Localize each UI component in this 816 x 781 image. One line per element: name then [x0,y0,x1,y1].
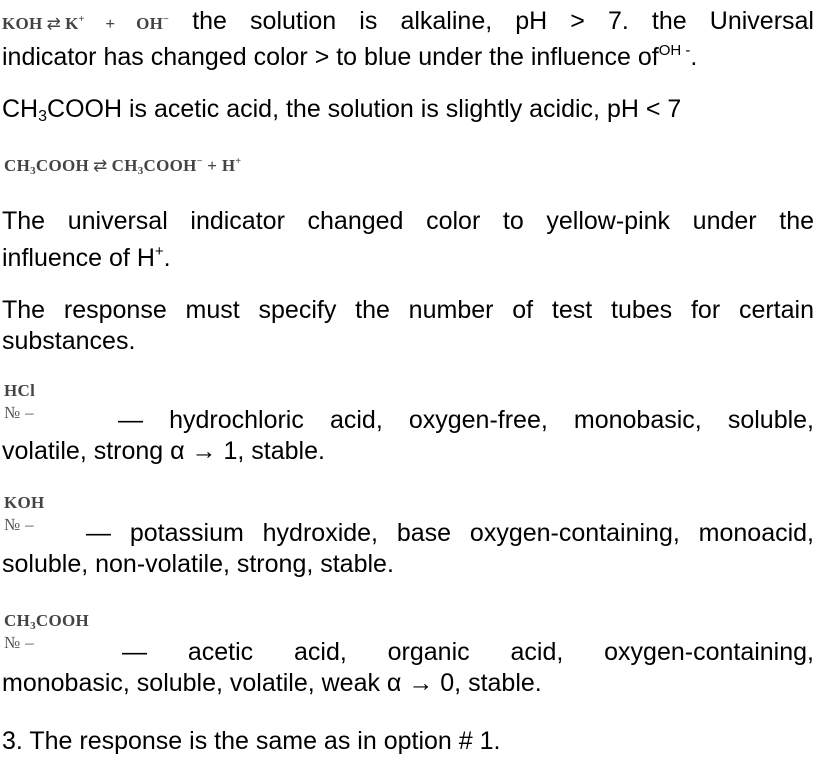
acetic-dissociation-formula: $CH_3COOH$ ⇄ $CH_3COOH^- + H^+$ [4,156,242,177]
para4-line1: The response must specify the number of test tubes for certain [2,296,814,324]
koh-description-line2: soluble, non-volatile, strong, stable. [2,550,394,578]
para1-line1: KOH ⇄ K+ + OH− the solution is alkaline, pH > 7. the Universal [2,7,814,35]
koh-description-line1: — potassium hydroxide, base oxygen-containing, monoacid, [86,519,814,547]
hcl-description-line2: volatile, strong α → 1, stable. [2,437,325,465]
para5: 3. The response is the same as in option # 1. [2,727,501,755]
acetic-description-line1: — acetic acid, organic acid, oxygen-containing, [122,638,814,666]
koh-formula: KOH [4,493,45,512]
para3-line1: The universal indicator changed color to yellow-pink under the [2,207,814,235]
para4-line2: substances. [2,327,136,355]
acetic-description-line2: monobasic, soluble, volatile, weak α → 0, stable. [2,669,542,697]
hcl-description-line1: — hydrochloric acid, oxygen-free, monobasic, soluble, [118,406,814,434]
hcl-formula: HCl [4,381,36,400]
para2: $CH_3COOH$ is acetic acid, the solution is slightly acidic, pH < 7 [2,95,682,125]
acetic-number-label: № – [4,633,34,652]
para3-line2: influence of H+. [2,243,171,272]
hcl-number-label: № – [4,403,34,422]
acetic-formula: $CH_3COOH$ [4,611,90,632]
koh-dissociation-formula: KOH ⇄ K+ + OH− [2,14,170,33]
koh-number-label: № – [4,515,34,534]
para1-line2: indicator has changed color > to blue under the influence $of^{OH -}$. [2,42,698,71]
